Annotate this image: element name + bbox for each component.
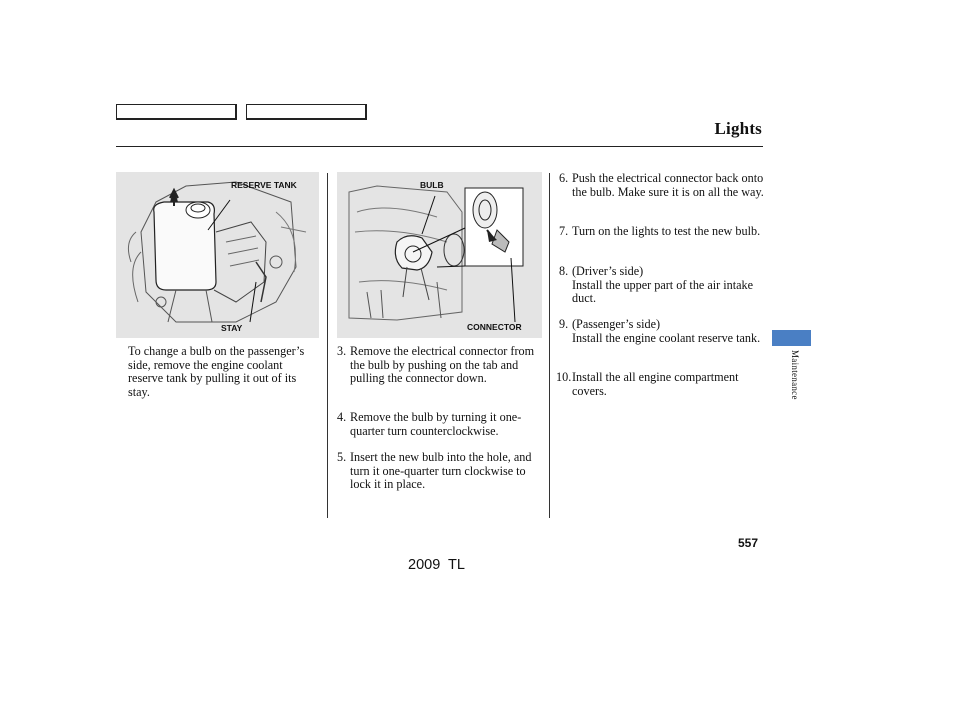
page-title: Lights [714,119,762,138]
nav-button-1[interactable] [116,104,237,120]
step-text: Insert the new bulb into the hole, and turn it one-quarter turn clockwise to lock it in place. [350,450,532,491]
step-number: 4. [337,410,347,424]
step-number: 8. [559,264,569,278]
step-text: Turn on the lights to test the new bulb. [572,224,761,238]
step-text: Remove the electrical connector from the bulb by pushing on the tab and pulling the connector down. [350,344,535,385]
label-reserve-tank: RESERVE TANK [231,180,297,190]
model-label: 2009 TL [408,557,465,573]
reserve-tank-illustration [116,172,319,338]
header-rule [116,146,763,147]
step-number: 7. [559,224,569,238]
step-text: (Passenger’s side) Install the engine coolant reserve tank. [572,317,761,345]
label-connector: CONNECTOR [467,322,522,332]
maintenance-tab[interactable] [772,330,811,346]
step-number: 6. [559,171,569,185]
step-text: Install the all engine compartment covers. [572,370,739,398]
label-bulb: BULB [420,180,444,190]
maintenance-tab-label: Maintenance [790,350,800,400]
page-number: 557 [738,536,759,550]
intro-paragraph: To change a bulb on the passenger’s side, remove the engine coolant reserve tank by pulling it out of its stay. [128,344,305,399]
step-number: 5. [337,450,347,464]
step-text: Remove the bulb by turning it one-quarter turn counterclockwise. [350,410,522,438]
nav-button-2[interactable] [246,104,367,120]
column-divider-1 [327,173,328,518]
step-text: Push the electrical connector back onto the bulb. Make sure it is on all the way. [572,171,764,199]
bulb-connector-illustration [337,172,542,338]
column-divider-2 [549,173,550,518]
engine-line-drawing-2 [337,172,542,338]
step-number: 10. [556,370,572,384]
step-number: 3. [337,344,347,358]
label-stay: STAY [221,323,243,333]
step-number: 9. [559,317,569,331]
step-text: (Driver’s side) Install the upper part of the air intake duct. [572,264,754,305]
engine-line-drawing-1 [116,172,319,338]
